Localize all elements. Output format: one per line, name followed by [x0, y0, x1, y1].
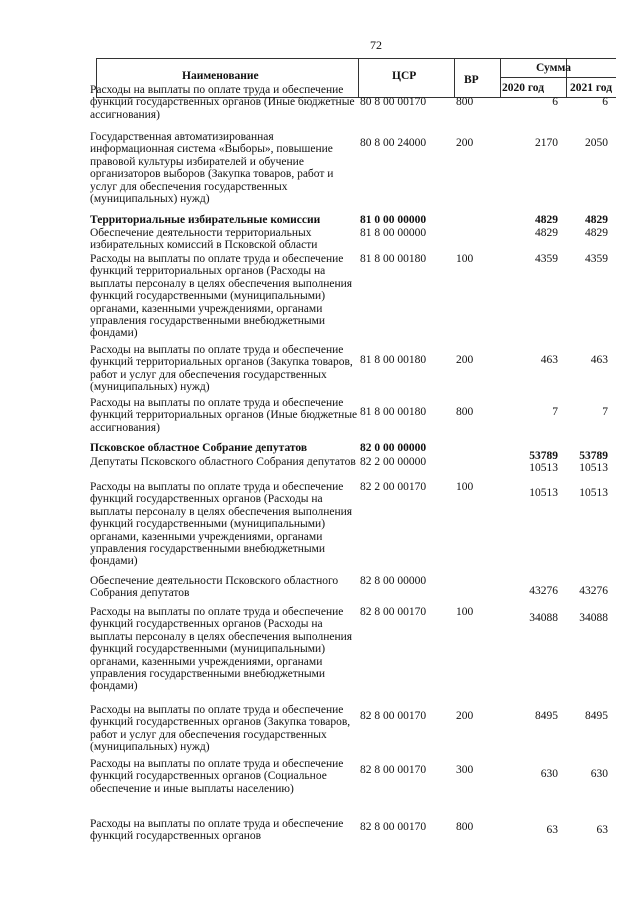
row-csr: 80 8 00 24000 [360, 137, 427, 149]
row-name: Расходы на выплаты по оплате труда и обеспечение функций территориальных органов (Расходы на выплаты персоналу в целях обеспечения выполнения функций государственными (муниципальными) органами, казенными учреждениями, органами управления государственными внебюджетными фондами) [90, 253, 353, 340]
header-year-2020: 2020 год [502, 82, 545, 94]
header-name: Наименование [182, 70, 259, 82]
header-top-rule [96, 58, 616, 59]
row-name: Расходы на выплаты по оплате труда и обеспечение функций государственных органов (Расходы на выплаты персоналу в целях обеспечения выполнения функций государственными (муниципальными) органами, казенными учреждениями, органами управления государственными внебюджетными фондами) [90, 481, 353, 568]
row-2020: 43276 [529, 585, 558, 597]
row-name: Депутаты Псковского областного Собрания депутатов [90, 456, 356, 468]
row-vr: 100 [456, 481, 474, 493]
row-csr: 82 8 00 00000 [360, 575, 427, 587]
row-2020: 63 [546, 824, 558, 836]
row-2021: 463 [590, 354, 608, 366]
row-2020: 10513 [529, 462, 558, 474]
row-name: Псковское областное Собрание депутатов [90, 442, 308, 454]
row-vr: 800 [456, 406, 474, 418]
row-vr: 300 [456, 764, 474, 776]
page-number: 72 [370, 38, 382, 52]
row-2021: 34088 [579, 612, 608, 624]
row-2021: 630 [590, 768, 608, 780]
row-csr: 82 2 00 00000 [360, 456, 427, 468]
row-2021: 4829 [585, 227, 608, 239]
row-2021: 63 [596, 824, 608, 836]
row-name: Расходы на выплаты по оплате труда и обеспечение функций государственных органов [90, 818, 344, 843]
row-name: Расходы на выплаты по оплате труда и обеспечение функций государственных органов (Закупка товаров, работ и услуг для обеспечения государственных (муниципальных) нужд) [90, 704, 351, 754]
row-name: Расходы на выплаты по оплате труда и обеспечение функций государственных органов (Иные бюджетные ассигнования) [90, 84, 355, 121]
row-name: Государственная автоматизированная информационная система «Выборы», повышение правовой культуры избирателей и обучение организаторов выборов (Закупка товаров, работ и услуг для обеспечения государственных (муниципальных) нужд) [90, 131, 334, 206]
row-vr: 200 [456, 354, 474, 366]
header-year-2021: 2021 год [570, 82, 613, 94]
row-csr: 81 8 00 00180 [360, 253, 427, 265]
row-csr: 82 8 00 00170 [360, 821, 427, 833]
row-csr: 81 8 00 00000 [360, 227, 427, 239]
header-csr: ЦСР [392, 70, 417, 82]
row-2020: 34088 [529, 612, 558, 624]
row-csr: 81 8 00 00180 [360, 406, 427, 418]
row-name: Расходы на выплаты по оплате труда и обеспечение функций территориальных органов (Иные бюджетные ассигнования) [90, 397, 358, 434]
row-2021: 10513 [579, 462, 608, 474]
row-csr: 82 8 00 00170 [360, 764, 427, 776]
header-vr: ВР [464, 74, 479, 86]
row-2020: 4359 [535, 253, 558, 265]
row-2021: 7 [602, 406, 608, 418]
row-2021: 10513 [579, 487, 608, 499]
row-vr: 100 [456, 606, 474, 618]
row-name: Обеспечение деятельности территориальных избирательных комиссий в Псковской области [90, 227, 318, 252]
row-2021: 53789 [579, 450, 608, 462]
row-2020: 10513 [529, 487, 558, 499]
row-csr: 82 0 00 00000 [360, 442, 427, 454]
row-csr: 81 0 00 00000 [360, 214, 427, 226]
header-divider [500, 58, 501, 98]
row-2021: 4829 [585, 214, 608, 226]
row-2020: 4829 [535, 227, 558, 239]
row-2020: 2170 [535, 137, 558, 149]
row-vr: 100 [456, 253, 474, 265]
row-2021: 2050 [585, 137, 608, 149]
row-2020: 53789 [529, 450, 558, 462]
row-name: Расходы на выплаты по оплате труда и обеспечение функций государственных органов (Социальное обеспечение и иные выплаты населению) [90, 758, 344, 795]
row-csr: 82 2 00 00170 [360, 481, 427, 493]
row-name: Обеспечение деятельности Псковского областного Собрания депутатов [90, 575, 339, 600]
row-2021: 8495 [585, 710, 608, 722]
row-2020: 630 [540, 768, 558, 780]
row-2020: 4829 [535, 214, 558, 226]
row-2020: 8495 [535, 710, 558, 722]
row-2020: 7 [552, 406, 558, 418]
row-vr: 200 [456, 710, 474, 722]
row-2021: 6 [602, 96, 608, 108]
row-name: Расходы на выплаты по оплате труда и обеспечение функций территориальных органов (Закупка товаров, работ и услуг для обеспечения государственных (муниципальных) нужд) [90, 344, 353, 394]
row-2020: 6 [552, 96, 558, 108]
row-csr: 82 8 00 00170 [360, 710, 427, 722]
sum-rule [500, 77, 616, 78]
row-name: Расходы на выплаты по оплате труда и обеспечение функций государственных органов (Расходы на выплаты персоналу в целях обеспечения выполнения функций государственными (муниципальными) органами, казенными учреждениями, органами управления государственными внебюджетными фондами) [90, 606, 353, 693]
row-csr: 81 8 00 00180 [360, 354, 427, 366]
row-2021: 43276 [579, 585, 608, 597]
header-divider [454, 58, 455, 98]
row-name: Территориальные избирательные комиссии [90, 214, 321, 226]
row-csr: 80 8 00 00170 [360, 96, 427, 108]
row-vr: 800 [456, 96, 474, 108]
row-vr: 200 [456, 137, 474, 149]
row-vr: 800 [456, 821, 474, 833]
row-2021: 4359 [585, 253, 608, 265]
header-sum: Сумма [536, 62, 571, 74]
row-2020: 463 [540, 354, 558, 366]
row-csr: 82 8 00 00170 [360, 606, 427, 618]
